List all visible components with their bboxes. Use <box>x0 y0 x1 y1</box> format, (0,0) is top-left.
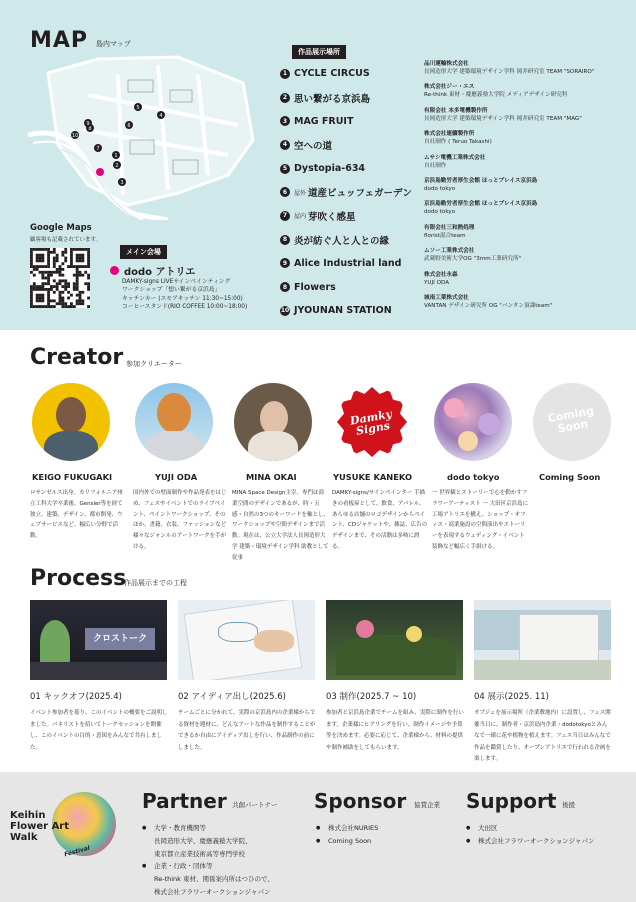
list-item: ● 企業・行政・団体等 <box>142 860 274 873</box>
sponsor-title: Sponsor <box>314 789 407 813</box>
avatar <box>135 383 213 461</box>
company-item <box>424 177 629 200</box>
exhibit-name: CYCLE CIRCUS <box>294 68 370 80</box>
company-item <box>424 271 629 294</box>
creator-name: YUSUKE KANEKO <box>333 472 413 482</box>
partner-list: ● 大学・教育機関等 長岡造形大学、慶應義塾大学院、 東京都立産業技術高等専門学校 ● 企業・行政・団体等 Re-think 東材、関係案内所はつひので、 株式会社フラワーオークションジャパン <box>142 822 274 899</box>
creator-description: MINA Space Design主宰。専門は商業空間のデザインであるが、時・五感・自然の3つのキーワードを軸とし、ワークショップや空間デザインまで活動。現在は、公立大学法人長岡造形大学 建築・環境デザイン学科 助教として従事 <box>232 490 330 561</box>
map-pin-label: 8 <box>88 126 92 132</box>
process-step-description: オブジェを展示場所（企業敷地内）に設置し、フェス開催当日に、制作者・京浜島内企業・dodotokyoとみんなで一緒に花や植物を植えます。フェス当日はみんなで作品を鑑賞したり、オープンアトリエで行われる企画を楽します。 <box>474 710 611 763</box>
process-step-description: 参加者と京浜島企業でチームを組み、実際に制作を行います。企業様にヒアリングを行い、制作イメージや予算等を決めます。必要に応じて、企業様から、材料の提供や制作補助をしてもらいます。 <box>326 710 464 751</box>
team-name: 武蔵野美術大学OG "3mm工業研究所" <box>424 256 522 263</box>
company-item <box>424 224 629 247</box>
map-pin-label: 6 <box>127 123 131 129</box>
google-maps-title: Google Maps <box>30 223 92 233</box>
company-item <box>424 83 629 106</box>
creator-avatar-keigo <box>21 383 121 461</box>
company-name: 京浜島勤労者厚生会館 ほっとプレイス京浜島 <box>424 201 538 208</box>
number-badge: 2 <box>280 93 290 103</box>
process-step-description: イベント参加者を募り、このイベントの概要をご説明しました。パネリストを招いてトークセッションを開催し、このイベントの目的・意図をみんなで共有しました。 <box>30 710 168 751</box>
company-name: 京浜島勤労者厚生会館 ほっとプレイス京浜島 <box>424 177 538 184</box>
number-badge: 1 <box>280 69 290 79</box>
list-item: ● 大学・教育機関等 <box>142 822 274 835</box>
map-pin-label: 2 <box>115 163 119 169</box>
creator-description: DAMKY-signs/サインペインター 手描きの看板屋として、飲食、アパレル、あらゆる店舗のロゴデザインからペイント、CDジャケットや、雑誌、広告のデザインまで、その活動は多岐に渡る。 <box>332 490 428 550</box>
map-pin-label: 4 <box>159 113 163 119</box>
exhibits-tag: 作品展示場所 <box>292 45 346 59</box>
venue-detail: コーヒースタンド(RIO COFFEE 10:00~18:00) <box>122 303 248 310</box>
map-subtitle: 島内マップ <box>96 40 131 48</box>
creator-name: KEIGO FUKUGAKI <box>32 472 113 482</box>
map-title: MAP <box>30 28 89 53</box>
number-badge: 9 <box>280 258 290 268</box>
company-name: 株式会社連續製作所 <box>424 131 475 138</box>
company-name: 品川運輸株式会社 <box>424 61 469 67</box>
partner-subtitle: 共創パートナー <box>232 801 278 809</box>
team-name: VANTAN デザイン研究所 OG "バンタン頂課team" <box>424 302 553 309</box>
exhibit-name: Dystopia-634 <box>294 163 366 175</box>
company-name: 有限会社 本多電機製作所 <box>424 107 488 114</box>
main-venue-name: dodo アトリエ <box>110 263 195 278</box>
exhibit-name: Alice Industrial land <box>294 257 402 269</box>
support-subtitle: 後援 <box>562 801 575 809</box>
company-item <box>424 294 629 317</box>
creator-avatar-coming-soon <box>522 383 622 461</box>
process-step-title: 02 アイディア出し(2025.6) <box>178 692 286 702</box>
support-list <box>466 822 594 848</box>
process-title: Process <box>30 566 127 591</box>
number-badge: 5 <box>280 164 290 174</box>
production-photo <box>326 600 463 680</box>
exhibit-name: 思い繋がる京浜島 <box>294 93 371 105</box>
island-map <box>28 55 273 220</box>
list-item: ● Coming Soon <box>316 835 378 848</box>
google-maps-subtitle: 顧客場も記載されています。 <box>30 237 102 243</box>
exhibit-name: 芽吹く感星 <box>308 211 356 223</box>
creator-avatar-mina <box>223 383 323 461</box>
number-badge: 3 <box>280 116 290 126</box>
avatar <box>32 383 110 461</box>
exhibit-name: JYOUNAN STATION <box>294 305 392 317</box>
team-name: florist混合team <box>424 232 466 239</box>
map-pin-label: 9 <box>86 121 90 127</box>
festival-logo: Keihin Flower Art Walk Festival <box>8 790 118 872</box>
sponsor-list <box>316 822 378 848</box>
exhibit-name: 空への道 <box>294 140 333 152</box>
exhibit-name: 炎が紡ぐ人と人との縁 <box>294 235 390 247</box>
exhibition-photo <box>474 600 611 680</box>
company-item <box>424 107 629 130</box>
main-venue-description <box>122 278 247 311</box>
pink-dot-icon <box>110 266 119 275</box>
avatar <box>234 383 312 461</box>
exhibit-name: Flowers <box>294 281 336 293</box>
main-venue-marker <box>96 168 104 176</box>
main-venue-tag: メイン会場 <box>120 245 167 259</box>
creator-subtitle: 参加クリエーター <box>126 360 182 368</box>
process-step-title: 04 展示(2025. 11) <box>474 692 550 702</box>
number-badge: 10 <box>280 307 290 315</box>
process-step-title: 01 キックオフ(2025.4) <box>30 692 122 702</box>
number-badge: 6 <box>280 187 290 197</box>
kickoff-photo: クロストーク <box>30 600 167 680</box>
creator-avatar-dodo <box>423 383 523 461</box>
team-name: YUJI ODA <box>424 279 450 286</box>
creator-avatar-yusuke <box>322 383 422 461</box>
company-item <box>424 200 629 223</box>
team-name: dodo tokyo <box>424 185 456 192</box>
number-badge: 4 <box>280 140 290 150</box>
list-item: ● 株式会社フラワーオークションジャパン <box>466 835 594 848</box>
exhibit-name: 道産ビュッフェガーデン <box>308 188 412 200</box>
company-name: ムソー工業株式会社 <box>424 248 475 255</box>
creator-name: dodo tokyo <box>447 472 500 482</box>
number-badge: 7 <box>280 211 290 221</box>
qr-code[interactable] <box>30 248 90 308</box>
process-step-description: チームごとに分かれて、実際の京浜島内の企業様からでる資材を題材に、どんなアートな作品を制作することができるか自由にアイディア出しを行い、作品制作の前にしました。 <box>178 710 316 751</box>
company-list <box>424 60 629 317</box>
creator-avatar-yuji <box>124 383 224 461</box>
creator-description: ロサンゼルス出身。カリフォルニア州立工科大学卒業後、Gensler等を経て独立。建築、デザイン、都市開発、ウェブサービスなど、幅広い分野で活動。 <box>30 490 123 540</box>
process-subtitle: 作品展示までの工程 <box>124 579 187 587</box>
team-name: 自社制作 ( Teruo Takashi) <box>424 139 492 146</box>
exhibit-location: 屋外 <box>294 189 307 197</box>
map-pin-label: 10 <box>71 133 79 139</box>
map-pin-label: 1 <box>114 153 118 159</box>
company-item <box>424 247 629 270</box>
damky-logo: Damky Signs <box>333 383 411 461</box>
list-item: ● 株式会社NURIES <box>316 822 378 835</box>
company-name: 有限会社三和熱処理 <box>424 224 475 231</box>
process-step-title: 03 制作(2025.7 ~ 10) <box>326 692 417 702</box>
support-title: Support <box>466 789 557 813</box>
company-item <box>424 130 629 153</box>
exhibit-location: 屋内 <box>294 213 307 221</box>
company-name: ムサシ電機工業株式会社 <box>424 154 486 161</box>
venue-detail: ワークショップ「想い繋がる京浜島」 <box>122 287 221 294</box>
number-badge: 8 <box>280 235 290 245</box>
number-badge: 8 <box>280 282 290 292</box>
team-name: Re-think 東材・慶應義塾大学院 メディアデザイン研究科 <box>424 92 568 99</box>
team-name: 長岡造形大学 建築環境デザイン学科 岡井研究室 TEAM "SORAIRO" <box>424 69 595 75</box>
creator-description: 国内外での壁面制作や作品発表をはじめ、フェスやイベントでのライブペイント、ペイントワークショップ、そのほか、書籍、衣装、ファッションなど様々なジャンルのアートワークを手がける。 <box>133 490 227 550</box>
venue-detail: キッチンカー (スモアキッチン 11:30~15:00) <box>122 295 243 302</box>
creator-name: MINA OKAI <box>246 472 297 482</box>
map-pin-label: 3 <box>120 180 124 186</box>
team-name: 長岡造形大学 建築環境デザイン学科 岡井研究室 TEAM "MAG" <box>424 115 582 122</box>
avatar: Coming Soon <box>533 383 611 461</box>
creator-name: YUJI ODA <box>155 472 198 482</box>
partner-title: Partner <box>142 789 227 813</box>
venue-detail: DAMKY-signs LIVEサインペインティング <box>122 279 231 285</box>
company-name: 株式会社ジー・エス <box>424 84 475 91</box>
map-pin-label: 7 <box>96 146 100 152</box>
map-pin-label: 5 <box>136 105 140 111</box>
creator-title: Creator <box>30 345 124 370</box>
company-item <box>424 60 629 83</box>
idea-photo <box>178 600 315 680</box>
exhibit-name: MAG FRUIT <box>294 115 354 127</box>
list-item: ● 大田区 <box>466 822 594 835</box>
avatar <box>434 383 512 461</box>
company-name: 株式会社永森 <box>424 271 458 278</box>
team-name: 自社制作 <box>424 162 447 169</box>
team-name: dodo tokyo <box>424 209 456 216</box>
sponsor-subtitle: 協賛企業 <box>414 801 440 809</box>
company-name: 城南工業株式会社 <box>424 294 469 301</box>
creator-name: Coming Soon <box>539 472 601 482</box>
company-item <box>424 154 629 177</box>
creator-description: 一 世界観とストーリーで心を動かすフラワーアーティスト 一 大田区京浜島に工場アトリエを構え、ショップ・オフィス・商業施設の空間演出やストーリーを表現するウェディング・イベント装飾など幅広く手掛ける。 <box>432 490 529 550</box>
